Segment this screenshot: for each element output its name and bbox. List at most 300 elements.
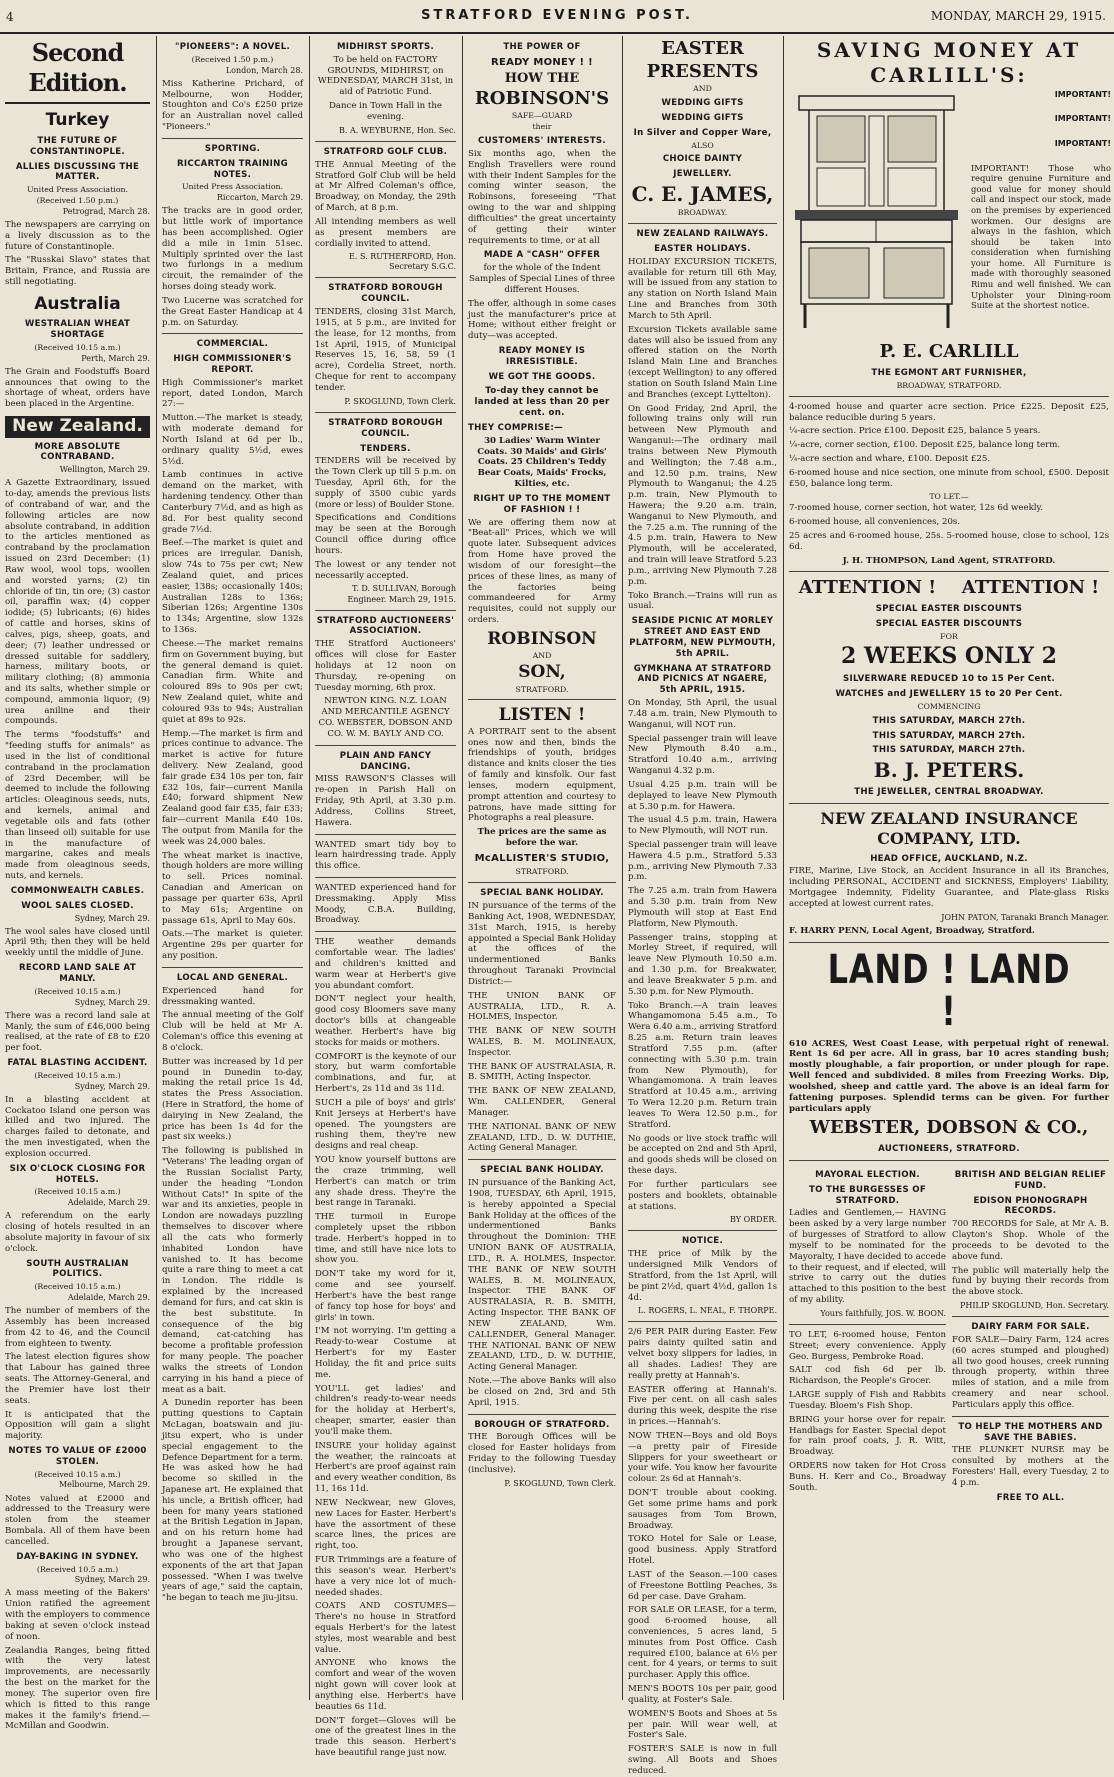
notice-text: 700 RECORDS for Sale, at Mr A. B. Clayton's Shop. Whole of the proceeds to be devoted to the above fund. <box>952 1219 1109 1262</box>
notice-text: To be held on FACTORY GROUNDS, MIDHIRST, on WEDNESDAY, MARCH 31st, in aid of Patriotic Fund. <box>317 54 454 98</box>
divider <box>789 571 1109 572</box>
classified-ad: NEW Neckwear, new Gloves, new Laces for Easter. Herbert's have the assortment of these scarce lines, the prices are right, too. <box>315 1497 456 1552</box>
divider <box>162 333 303 334</box>
signature: F. HARRY PENN, Local Agent, Broadway, Stratford. <box>789 925 1035 936</box>
notice-heading: STRATFORD GOLF CLUB. <box>323 146 448 157</box>
notice-heading: NOTICE. <box>681 1236 724 1247</box>
ad-brand: SON, <box>518 662 566 683</box>
ad-text: 30 Ladies' Warm Winter Coats. 30 Maids' and Girls' Coats. 25 Children's Teddy Bear Coats, Maids' Frocks, Kilties, etc. <box>477 435 607 490</box>
notice-text: Note.—The above Banks will also be closed on 2nd, 3rd and 5th April, 1915. <box>468 1376 616 1408</box>
divider <box>162 967 303 968</box>
classified-ad: THE turmoil in Europe completely upset the ribbon trade. Herbert's hopped in to time, and still have nice lots to show you. <box>315 1212 456 1266</box>
divider <box>789 942 1109 943</box>
notice-text: THE NATIONAL BANK OF NEW ZEALAND, LTD., D. W. DUTHIE, Acting General Manager. <box>468 1121 616 1154</box>
classified-ad: COATS AND COSTUMES—There's no house in Stratford equals Herbert's for the latest styles, most wearable and best value. <box>315 1601 456 1655</box>
received-time: (Received 10.5 a.m.) <box>36 1564 119 1574</box>
notice-subheading: TENDERS. <box>360 443 411 454</box>
ad-subheading: THE EGMONT ART FURNISHER, <box>871 368 1027 379</box>
classified-ad: FOR SALE OR LEASE, for a term, good 6-roomed house, all conveniences, 5 acres land, 5 minutes from Post Office. Cash required £100, balance at 6½ per cent. for 4 years, or terms to suit purchaser. Apply this office. <box>628 1605 777 1681</box>
article-text: There was a record land sale at Manly, the sum of £46,000 being realised, at the rate of £8 to £20 per foot. <box>5 1010 150 1054</box>
article-text: Oats.—The market is quieter. Argentine 29s per quarter for any position. <box>162 929 303 962</box>
ad-callout: IMPORTANT! <box>1054 114 1111 124</box>
headline: WESTRALIAN WHEAT SHORTAGE <box>24 319 131 341</box>
notice-text: Ladies and Gentlemen,— HAVING been asked by a very large number of burgesses of Stratford to allow myself to be nominated for the Mayoralty, I have decided to accede to their request, and if elected, will strive to carry out the duties attached to this position to the best of my ability. <box>789 1208 946 1306</box>
notice-text: THE price of Milk by the undersigned Milk Vendors of Stratford, from the 1st April, will be pint 2½d, quart 4½d, gallon 1s 4d. <box>628 1249 777 1303</box>
received-time: (Received 10.15 a.m.) <box>34 1282 121 1292</box>
section-heading: COMMONWEALTH CABLES. <box>10 885 145 896</box>
ad-heading: HOW THE <box>504 71 580 87</box>
divider <box>468 699 616 700</box>
signature: L. ROGERS, L. NEAL, F. THORPE. <box>638 1306 777 1316</box>
received-time: (Received 10.15 a.m.) <box>34 1469 121 1479</box>
notice-subheading: EDISON PHONOGRAPH RECORDS. <box>973 1195 1088 1217</box>
notice-heading: FREE TO ALL. <box>996 1492 1065 1503</box>
ad-heading: CARLILL'S: <box>870 63 1028 88</box>
ad-heading: MADE A "CASH" OFFER <box>483 250 601 261</box>
notice-text: NEWTON KING. N.Z. LOAN AND MERCANTILE AGENCY CO. WEBSTER, DOBSON AND CO. W. M. BAYLY AND CO. <box>318 696 453 739</box>
signature: P. SKOGLUND, Town Clerk. <box>344 396 456 406</box>
ad-heading: SAVING MONEY AT <box>816 38 1082 62</box>
notice-heading: DAIRY FARM FOR SALE. <box>971 1322 1090 1333</box>
article-text: The wheat market is inactive, though holders are more willing to sell. Prices nominal. Canadian and American on passage per quarter 63s, April to May 61s; Argentine on passage 61s, April to May 60s. <box>162 850 303 926</box>
divider <box>315 877 456 878</box>
classified-ad: EASTER offering at Hannah's. Five per cent. on all cash sales during this week, despite the rise in prices.—Hannah's. <box>628 1384 777 1428</box>
ad-text: 610 ACRES, West Coast Lease, with perpetual right of renewal. Rent 1s 6d per acre. All in grass, bar 10 acres standing bush; mostly ploughable, a fair proportion, or under plough for rape. Well fenced and subdivided. 8 miles from Freezing Works. Dip, woolshed, sheep and cattle yard. The above is an ideal farm for fattening purposes. Splendid terms can be given. For further particulars apply <box>789 1038 1109 1114</box>
received-time: (Received 1.50 p.m.) <box>36 196 119 205</box>
dateline: Sydney, March 29. <box>74 997 150 1007</box>
notice-text: THE BANK OF NEW ZEALAND, Wm. CALLENDER, General Manager. <box>468 1086 616 1118</box>
column-advertisements <box>784 38 1114 1698</box>
notice-text: THE PLUNKET NURSE may be consulted by mothers at the Foresters' Hall, every Tuesday, 2 to 4 p.m. <box>952 1445 1109 1488</box>
divider <box>315 610 456 611</box>
ad-brand: ROBINSON <box>487 628 597 649</box>
attention-row <box>789 577 1109 600</box>
country-heading-turkey: Turkey <box>45 110 110 131</box>
article-text: Experienced hand for dressmaking wanted. <box>162 985 303 1007</box>
classified-ad: FUR Trimmings are a feature of this season's wear. Herbert's have a very nice lot of much-needed shades. <box>315 1555 456 1598</box>
ad-subheading: ALSO <box>691 140 714 150</box>
listing: 6-roomed house, all conveniences, 20s. <box>789 517 961 528</box>
notice-text: All intending members as well as present members are cordially invited to attend. <box>315 216 456 249</box>
notice-heading: MAYORAL ELECTION. <box>815 1169 920 1180</box>
column-notices <box>310 38 461 1759</box>
article-text: In a blasting accident at Cockatoo Island one person was killed and two injured. The charges failed to detonate, and the men investigated, when the explosion occurred. <box>5 1094 150 1159</box>
received-time: (Received 10.15 a.m.) <box>34 1070 121 1080</box>
divider <box>315 745 456 746</box>
notice-heading: NEW ZEALAND RAILWAYS. <box>636 229 769 240</box>
received-time: (Received 10.15 a.m.) <box>34 342 121 352</box>
ad-text: for the whole of the Indent Samples of Special Lines of three different Houses. <box>469 263 615 295</box>
article-text: High Commissioner's market report, dated London, March 27:— <box>162 377 303 410</box>
ad-heading: WE GOT THE GOODS. <box>488 371 596 382</box>
ad-heading: CHOICE DAINTY <box>662 154 743 165</box>
article-text: A mass meeting of the Bakers' Union ratified the agreement with the employers to commence baking at seven o'clock instead of noon. <box>5 1588 150 1642</box>
divider <box>315 931 456 932</box>
ad-subheading: FOR <box>940 631 958 641</box>
ad-brand: C. E. JAMES, <box>631 182 774 207</box>
classified-ad: WOMEN'S Boots and Shoes at 5s per pair. Will wear well, at Foster's Sale. <box>628 1708 777 1741</box>
article-text: It is anticipated that the Opposition will gain a slight majority. <box>5 1409 150 1442</box>
ad-text: The offer, although in some cases just the manufacturer's price at Home; without either freight or duty—was accepted. <box>468 298 616 342</box>
headline: SOUTH AUSTRALIAN POLITICS. <box>26 1258 129 1280</box>
notice-text: TENDERS will be received by the Town Clerk up till 5 p.m. on Tuesday, April 6th, for the supply of 3500 cubic yards (more or less) of Boulder Stone. <box>315 456 456 510</box>
mayoral-notice <box>789 1166 946 1506</box>
divider <box>628 1230 777 1231</box>
relief-notices <box>952 1166 1109 1506</box>
ad-brand: NEW ZEALAND INSURANCE COMPANY, LTD. <box>820 809 1078 849</box>
headline: DAY-BAKING IN SYDNEY. <box>16 1551 139 1562</box>
sideboard-illustration <box>789 90 964 335</box>
received-time: (Received 1.50 p.m.) <box>191 54 274 64</box>
article-text: A Gazette Extraordinary, issued to-day, amends the previous lists of contraband of war, and the following articles are now absolute contraband, in addition to the articles mentioned as contraband by the proclamation issued on 23rd December: (1) Raw wool, wool tops, woollen and worsted yarns; (2) tin chloride of tin, tin ore; (3) castor oil, paraffin wax; (4) copper iodide; (5) lubricants; (6) hides of cattle and horses, skins of calves, pigs, sheep, goats, and deer; (7) leather undressed or dressed suitable for saddlery, harness, military boots, or military clothing; (8) ammonia and its salts, whether simple or compound, ammonia liquor; (9) urea aniline and their compounds. <box>5 478 150 727</box>
article-text: Zealandia Ranges, being fitted with the very latest improvements, are necessarily the best on the market for the money. The superior oven fire which is fitted to this range makes it the family's friend.—McMillan and Goodwin. <box>5 1645 150 1732</box>
ad-heading: WEDDING GIFTS <box>661 98 744 109</box>
column-easter <box>623 38 782 1776</box>
ad-heading: ATTENTION ! <box>798 577 937 599</box>
article-text: The following is published in "Veterans' The leading organ of the Russian Socialist Party, under the heading "London Without Cats!" In spite of the war and its anxieties, people in London are nowadays puzzling themselves to discover where all the cats who formerly inhabited London have vanished to. It has become quite a rare thing to meet a cat in London. The riddle is explained by the increased demand for furs, and cat skin is the best substitute. In consequence of the big demand, cat-catching has become a profitable profession for many people. The poacher walks the streets of London carrying in his hand a piece of meat as a bait. <box>162 1146 303 1395</box>
dateline: Sydney, March 29. <box>74 1575 150 1585</box>
classified-ad: WANTED smart tidy boy to learn hairdressing trade. Apply this office. <box>315 839 456 872</box>
masthead <box>0 0 1114 34</box>
ad-text: The prices are the same as before the war. <box>477 827 607 848</box>
dateline: Adelaide, March 29. <box>67 1198 150 1208</box>
classified-ad: SUCH a pile of boys' and girls' Knit Jerseys at Herbert's have opened. The youngsters are rushing them, they're new designs and real cheap. <box>315 1097 456 1152</box>
notice-text: MISS RAWSON'S Classes will re-open in Parish Hall on Friday, 9th April, at 3.30 p.m. Address, Collins Street, Hawera. <box>315 774 456 828</box>
ad-heading: WEDDING GIFTS <box>661 112 744 123</box>
notice-text: Dance in Town Hall in the evening. <box>329 101 442 122</box>
classified-ad: MEN'S BOOTS 10s per pair, good quality, at Foster's Sale. <box>628 1684 777 1705</box>
divider <box>315 834 456 835</box>
notice-text: FOR SALE—Dairy Farm, 124 acres (60 acres stumped and ploughed) all two good houses, creek running through property, within three miles of station, and a mile from creamery and near school. Particulars apply this office. <box>952 1334 1109 1410</box>
ad-subheading: AUCTIONEERS, STRATFORD. <box>878 1144 1020 1155</box>
classified-ad: SALT cod fish 6d per lb. Richardson, the People's Grocer. <box>789 1365 946 1387</box>
section-heading: COMMERCIAL. <box>196 339 269 350</box>
article-text: The newspapers are carrying on a lively discussion as to the future of Constantinople. <box>5 219 150 252</box>
classified-ad: INSURE your holiday against the weather, the raincoats at Herbert's are proof against rain and every weather condition, 8s 11, 16s 11d. <box>315 1440 456 1495</box>
article-text: The annual meeting of the Golf Club will be held at Mr A. Coleman's office this evening at 8 o'clock. <box>162 1010 303 1053</box>
article-text: Lamb continues in active demand on the market, with hardening tendency. Other than Canterbury 7½d, and as high as 8d. For best quality second grade 7½d. <box>162 470 303 535</box>
notice-text: The lowest or any tender not necessarily accepted. <box>315 559 456 581</box>
notice-text: Toko Branch.—Trains will run as usual. <box>628 590 777 612</box>
classified-ad: 2/6 PER PAIR during Easter. Few pairs dainty quilted satin and velvet boxy slippers for ladies, in all shades. Ladies! They are really pretty at Hannah's. <box>628 1327 777 1381</box>
notice-text: The usual 4.5 p.m. train, Hawera to New Plymouth, will NOT run. <box>628 815 777 837</box>
notice-text: HOLIDAY EXCURSION TICKETS, available for return till 6th May, will be issued from any station to any station on North Island Main Line and Branches from 30th March to 5th April. <box>628 256 777 321</box>
classified-ad: ANYONE who knows the comfort and wear of the woven night gown will cover look at anything else. Herbert's have beauties 6s 11d. <box>315 1658 456 1712</box>
ad-subheading: THIS SATURDAY, MARCH 27th. <box>872 715 1026 726</box>
section-heading: LOCAL AND GENERAL. <box>176 972 289 983</box>
notice-heading: SEASIDE PICNIC AT MORLEY STREET AND EAST END PLATFORM, NEW PLYMOUTH, 5th APRIL. <box>629 616 776 659</box>
ad-subheading: AND <box>693 84 712 94</box>
ad-subheading: SILVERWARE REDUCED 10 to 15 Per Cent. <box>843 674 1055 685</box>
divider <box>789 1160 1109 1161</box>
ad-text: FIRE, Marine, Live Stock, an Accident Insurance in all its Branches, including PERSONAL, ACCIDENT and SICKNESS, Employers' Liability, Mortgagee Indemnity, Fidelity Guarantee, and Plate-glass Risks accepted at lowest current rates. <box>789 866 1109 909</box>
notice-heading: BRITISH AND BELGIAN RELIEF FUND. <box>954 1169 1107 1191</box>
ad-heading: RIGHT UP TO THE MOMENT OF FASHION ! ! <box>473 493 611 515</box>
edition-banner: Second Edition. <box>5 38 150 104</box>
divider <box>789 396 1109 397</box>
notice-heading: STRATFORD AUCTIONEERS' ASSOCIATION. <box>316 615 455 637</box>
dateline: Perth, March 29. <box>81 353 150 363</box>
column-news <box>157 38 308 1698</box>
classified-ad: TOKO Hotel for Sale or Lease, good business. Apply Stratford Hotel. <box>628 1534 777 1567</box>
ad-heading: CUSTOMERS' INTERESTS. <box>478 136 606 147</box>
ad-brand: ROBINSON'S <box>474 87 610 109</box>
notice-subheading: TO THE BURGESSES OF STRATFORD. <box>808 1184 927 1206</box>
notice-text: IN pursuance of the Banking Act, 1908, TUESDAY, 6th April, 1915, is hereby appointed a Special Bank Holiday at the offices of the undermentioned Banks throughout the Dominion: THE UNION BANK OF AUSTRALIA, LTD., R. A. HOLMES, Inspector. THE BANK OF NEW SOUTH WALES, B. M. MOLINEAUX, Inspector. THE BANK OF AUSTRALASIA, R. B. SMITH, Acting Inspector. THE BANK OF NEW ZEALAND, Wm. CALLENDER, General Manager. THE NATIONAL BANK OF NEW ZEALAND, LTD., D. W. DUTHIE, Acting General Manager. <box>468 1178 616 1373</box>
divider <box>789 1324 946 1325</box>
listing: 6-roomed house and nice section, one minute from school, £500. Deposit £50, balance long term. <box>789 467 1109 489</box>
notice-text: For further particulars see posters and booklets, obtainable at stations. <box>628 1179 777 1212</box>
classified-ad: LAST of the Season.—100 cases of Freestone Bottling Peaches, 3s 6d per case. Dave Graham. <box>628 1569 777 1602</box>
ad-text: A PORTRAIT sent to the absent ones now and then, binds the friendships of youth, bridges distance and knits closer the ties of family and kinsfolk. Our fast lenses, modern equipment, prompt attention and courtesy to patrons, have made sitting for Photographs a real pleasure. <box>468 726 616 824</box>
received-time: (Received 10.15 a.m.) <box>34 1187 121 1197</box>
signature: J. H. THOMPSON, Land Agent, STRATFORD. <box>842 555 1056 566</box>
notice-heading: STRATFORD BOROUGH COUNCIL. <box>328 283 443 305</box>
notice-text: THE Borough Offices will be closed for Easter holidays from Friday to the following Tuesday (inclusive). <box>468 1432 616 1475</box>
notice-subheading: EASTER HOLIDAYS. <box>654 243 751 254</box>
headline: RECORD LAND SALE AT MANLY. <box>18 963 136 984</box>
divider <box>468 1414 616 1415</box>
classified-ad: LARGE supply of Fish and Rabbits Tuesday. Bloem's Fish Shop. <box>789 1390 946 1411</box>
signature: B. A. WEYBURNE, Hon. Sec. <box>338 125 456 135</box>
divider <box>468 882 616 883</box>
ad-subheading: SPECIAL EASTER DISCOUNTS <box>875 618 1023 629</box>
classified-ad: ORDERS now taken for Hot Cross Buns. H. Kerr and Co., Broadway South. <box>789 1461 946 1493</box>
notice-text: On Good Friday, 2nd April, the following trains only will run between New Plymouth and Wanganui:—The ordinary mail trains between New Plymouth and Wellington; the 7.48 a.m., and 12.50 p.m. trains, New Plymouth to Wanganui; the 4.25 p.m. train, New Plymouth to Hawera; the 9.20 a.m. train, Wanganui to New Plymouth, and the 7.25 a.m. The running of the 4.5 p.m. train, Hawera to New Plymouth, will be accelerated, and train will leave Stratford 5.23 p.m., arriving New Plymouth 7.28 p.m. <box>628 403 777 587</box>
classified-ad: WANTED experienced hand for Dressmaking. Apply Miss Moody, C.B.A. Building, Broadway. <box>315 882 456 926</box>
notice-heading: TO HELP THE MOTHERS AND SAVE THE BABIES. <box>958 1421 1103 1443</box>
ad-heading: PRESENTS <box>646 60 759 82</box>
notice-text: THE UNION BANK OF AUSTRALIA, LTD., R. A. HOLMES, Inspector. <box>468 990 616 1023</box>
issue-date: MONDAY, MARCH 29, 1915. <box>930 9 1106 23</box>
ad-subheading: THIS SATURDAY, MARCH 27th. <box>872 745 1026 756</box>
ad-subheading: STRATFORD. <box>515 867 569 877</box>
classified-ad: DON'T trouble about cooking. Get some prime hams and pork sausages from Tom Brown, Broadway. <box>628 1488 777 1531</box>
listing: 4-roomed house and quarter acre section. Price £225. Deposit £25, balance reducible during 5 years. <box>789 401 1109 423</box>
headline: MORE ABSOLUTE CONTRABAND. <box>34 441 121 463</box>
dateline: Sydney, March 29. <box>74 913 150 923</box>
article-text: The tracks are in good order, but little work of importance has been accomplished. Ogier did a mile in 1min 51sec. Multiply sprinted over the last two furlongs in a medium circuit, the remainder of the horses doing steady work. <box>162 206 303 293</box>
column-cables <box>0 38 155 1732</box>
signature: PHILIP SKOGLUND, Hon. Secretary. <box>959 1301 1109 1311</box>
classified-ad: COMFORT is the keynote of our story, but warm comfortable combinations, and fur, at Herbert's, 2s 11d and 3s 11d. <box>315 1051 456 1095</box>
ad-heading: 2 WEEKS ONLY 2 <box>841 642 1057 669</box>
notice-heading: BOROUGH OF STRATFORD. <box>474 1419 610 1430</box>
signature: BY ORDER. <box>730 1215 777 1225</box>
headline: THE FUTURE OF CONSTANTINOPLE. <box>30 135 125 157</box>
article-text: A referendum on the early closing of hotels resulted in an absolute majority in favour of six o'clock. <box>5 1211 150 1254</box>
classified-ad: YOU know yourself buttons are the craze trimming, well Herbert's can match or trim any shade dress. They're the best range in Taranaki. <box>315 1155 456 1209</box>
classified-ad: DON'T take my word for it, come and see yourself. Herbert's have the best range of fancy top hose for boys' and girls' in town. <box>315 1269 456 1323</box>
classified-ad: BRING your horse over for repair. Handbags for Easter. Special depot for rain proof coats, J. R. Witt, Broadway. <box>789 1414 946 1458</box>
section-heading: SPORTING. <box>204 143 261 154</box>
ad-heading: ATTENTION ! <box>961 577 1100 599</box>
article-text: Miss Katherine Prichard, of Melbourne, won Hodder, Stoughton and Co's £250 prize for an Australian novel called "Pioneers." <box>162 78 303 133</box>
article-text: The "Russkai Slavo" states that Britain, France, and Russia are still negotiating. <box>5 255 150 288</box>
ad-subheading: STRATFORD. <box>515 684 569 694</box>
notice-text: Special passenger train will leave Hawera 4.5 p.m., Stratford 5.33 p.m., arriving New Plymouth 7.33 p.m. <box>628 840 777 883</box>
signature: P. SKOGLUND, Town Clerk. <box>504 1478 616 1488</box>
divider <box>315 277 456 278</box>
column-robinsons <box>463 38 621 1698</box>
divider <box>952 1416 1109 1417</box>
notice-text: IN pursuance of the terms of the Banking Act, 1908, WEDNESDAY, 31st March, 1915, is hereby appointed a Special Bank Holiday at the offices of the undermentioned Banks throughout Taranaki Provincial District:— <box>468 901 616 987</box>
furniture-ad-text <box>971 90 1111 313</box>
classified-ad: DON'T neglect your health, good cosy Bloomers save many doctor's bills at changeable weather. Herbert's have big stocks for maids or mothers. <box>315 994 456 1048</box>
ad-subheading: their <box>532 122 552 132</box>
ad-brand: P. E. CARLILL <box>879 341 1019 363</box>
article-text: The terms "foodstuffs" and "feeding stuffs for animals" as used in the list of conditional contraband in the proclamation of 23rd December, will be deemed to include the following articles: Oleaginous seeds, nuts, and kernels, animal and vegetable oils and fats (other than linseed oil) suitable for use in the manufacture of margarine, cakes and meals made from oleaginous seeds, nuts, and kernels. <box>5 730 150 882</box>
article-text: The Grain and Foodstuffs Board announces that owing to the shortage of wheat, orders have been placed in the Argentine. <box>5 366 150 410</box>
received-time: (Received 10.15 a.m.) <box>34 986 121 996</box>
page-number: 4 <box>6 10 14 24</box>
ad-text: IMPORTANT! Those who require genuine Furniture and good value for money should call and inspect our stock, made on the premises by experienced workmen. Our designs are always in the fashion, which should be taken into consideration when furnishing your home. All Furniture is made with thoroughly seasoned Rimu and well finished. We can Upholster your Dining-room Suite at the shortest notice. <box>971 162 1111 311</box>
signature: Yours faithfully, JOS. W. BOON. <box>820 1308 946 1318</box>
ad-brand: McALLISTER'S STUDIO, <box>474 852 610 864</box>
ad-subheading: BROADWAY. <box>677 208 728 218</box>
divider <box>628 223 777 224</box>
dateline: Riccarton, March 29. <box>216 193 303 203</box>
ad-brand: WEBSTER, DOBSON & CO., <box>809 1117 1089 1139</box>
divider <box>952 1316 1109 1317</box>
listing: ¼-acre section and whare, £100. Deposit £25. <box>789 454 991 464</box>
notice-text: No goods or live stock traffic will be accepted on 2nd and 5th April, and goods sheds will be closed on these days. <box>628 1133 777 1177</box>
article-text: Beef.—The market is quiet and prices are irregular. Danish, slow 74s to 75s per cwt; New Zealand quiet, and prices easier, 138s; occasionally 140s; Australian 128s to 136s; Siberian 126s; Argentine 130s to 134s; Argentine, slow 132s to 136s. <box>162 538 303 636</box>
classified-ad: TO LET, 6-roomed house, Fenton Street; every convenience. Apply Geo. Burgess, Pembroke Road. <box>789 1329 946 1362</box>
article-text: Notes valued at £2000 and addressed to the Treasury were stolen from the steamer Bombala. All of them have been cancelled. <box>5 1493 150 1547</box>
ad-heading: In Silver and Copper Ware, <box>633 127 772 138</box>
ad-subheading: THE JEWELLER, CENTRAL BROADWAY. <box>854 787 1044 798</box>
classified-ad: YOU'LL get ladies' and children's ready-to-wear needs for the holiday at Herbert's, cheaper, smarter, easier than you'll make them. <box>315 1383 456 1437</box>
headline: RICCARTON TRAINING NOTES. <box>176 158 289 180</box>
article-text: The number of members of the Assembly has been increased from 42 to 46, and the Council from eighteen to twenty. <box>5 1306 150 1349</box>
classified-ad: THE weather demands comfortable wear. The ladies' and children's knitted and warm wear at Herbert's give you abundant comfort. <box>315 937 456 991</box>
notice-text: THE BANK OF AUSTRALASIA, R. B. SMITH, Acting Inspector. <box>468 1061 616 1083</box>
wire-credit: United Press Association. <box>181 182 284 192</box>
listing: ¼-acre, corner section, £100. Deposit £25, balance long term. <box>789 440 1061 451</box>
notice-text: TENDERS, closing 31st March, 1915, at 5 p.m., are invited for the lease, for 12 months, from 1st April, 1915, of Municipal Reserves 15, 16, 58, 59 (1 acre), Cordelia Street, north. Cheque for rent to accompany tender. <box>315 307 456 393</box>
signature: JOHN PATON, Taranaki Branch Manager. <box>941 912 1109 922</box>
wire-credit: United Press Association. <box>26 185 129 195</box>
notice-heading: SPECIAL BANK HOLIDAY. <box>480 1165 604 1176</box>
divider <box>162 138 303 139</box>
ad-callout: IMPORTANT! <box>1054 90 1111 100</box>
listing: ¼-acre section. Price £100. Deposit £25, balance 5 years. <box>789 426 1041 437</box>
article-text: Butter was increased by 1d per pound in Dunedin to-day, making the retail price 1s 4d, states the Press Association. (Here in Stratford, the home of dairying in New Zealand, the price has been 1s 4d for the past six weeks.) <box>162 1056 303 1143</box>
ad-heading: EASTER <box>661 38 744 59</box>
notice-heading: PLAIN AND FANCY DANCING. <box>339 750 432 772</box>
divider <box>628 1321 777 1322</box>
article-text: Two Lucerne was scratched for the Great Easter Handicap at 4 p.m. on Saturday. <box>162 295 303 328</box>
ad-brand: LISTEN ! <box>498 705 586 726</box>
classified-ad: NOW THEN—Boys and old Boys—a pretty pair of Fireside Slippers for your sweetheart or your wife. You know her favourite colour. 2s 6d at Hannah's. <box>628 1430 777 1485</box>
ad-callout: IMPORTANT! <box>1054 138 1111 148</box>
ad-subheading: TO LET.— <box>929 492 969 502</box>
headline: "PIONEERS": A NOVEL. <box>174 42 291 52</box>
classified-ad: DON'T forget—Gloves will be one of the greatest lines in the trade this season. Herbert's have beautiful range just now. <box>315 1715 456 1759</box>
divider <box>789 803 1109 804</box>
ad-subheading: SAFE—GUARD <box>511 111 573 121</box>
article-text: Mutton.—The market is steady, with moderate demand for North Island at 6d per lb., ordinary quality 5½d, ewes 5½d. <box>162 413 303 467</box>
ad-heading: READY MONEY ! ! <box>490 56 594 68</box>
signature: T. D. SULLIVAN, Borough Engineer. March 29, 1915. <box>347 584 456 604</box>
classified-ad: FOSTER'S SALE is now in full swing. All Boots and Shoes reduced. <box>628 1744 777 1776</box>
notice-text: The 7.25 a.m. train from Hawera and 5.30 p.m. train from New Plymouth will stop at East End Platform, New Plymouth. <box>628 886 777 929</box>
ad-subheading: COMMENCING <box>917 701 981 711</box>
article-text: Hemp.—The market is firm and prices continue to advance. The market is active for future delivery. New Zealand, good fair grade £34 10s per ton, fair £32 10s, fair—current Manila £40; forward shipment New Zealand good fair £35, fair £33; fair—current Manila £40 10s. The output from Manila for the week was 24,000 bales. <box>162 728 303 847</box>
dateline: Wellington, March 29. <box>59 465 150 475</box>
notice-text: THE Stratford Auctioneers' offices will close for Easter holidays at 12 noon on Thursday, re-opening on Tuesday morning, 6th prox. <box>315 639 456 693</box>
ad-subheading: BROADWAY, STRATFORD. <box>896 380 1002 390</box>
listing: 25 acres and 6-roomed house, 25s. 5-roomed house, close to school, 12s 6d. <box>789 530 1109 552</box>
notice-text: On Monday, 5th April, the usual 7.48 a.m. train, New Plymouth to Wanganui, will NOT run. <box>628 698 777 730</box>
notice-text: Toko Branch.—A train leaves Whangamomona 5.45 a.m., To Wera 6.40 a.m., arriving Stratford 8.25 a.m. Return train leaves Stratford 7.55 p.m. (after connecting with 5.30 p.m. train from New Plymouth), for Whangamomona. A train leaves Stratford at 10.45 a.m., arriving To Wera 12.20 p.m. Return train leaves To Wera 12.50 p.m., for Stratford. <box>628 1000 777 1130</box>
notice-text: Specifications and Conditions may be seen at the Borough Council office during office hours. <box>315 513 456 556</box>
headline: SIX O'CLOCK CLOSING FOR HOTELS. <box>9 1163 146 1185</box>
headline: NOTES TO VALUE OF £2000 STOLEN. <box>8 1446 147 1467</box>
ad-subheading: THIS SATURDAY, MARCH 27th. <box>872 730 1026 741</box>
signature: E. S. RUTHERFORD, Hon. Secretary S.G.C. <box>349 252 456 272</box>
ad-heading: To-day they cannot be landed at less than 20 per cent. on. <box>474 386 610 419</box>
ad-heading: READY MONEY IS IRRESISTIBLE. <box>498 346 586 367</box>
ad-subheading: WATCHES and JEWELLERY 15 to 20 Per Cent. <box>835 689 1063 700</box>
notice-heading: SPECIAL BANK HOLIDAY. <box>480 888 604 899</box>
notice-text: Passenger trains, stopping at Morley Street, if required, will leave New Plymouth 10.50 a.m. and 1.30 p.m. for Breakwater, and leave Breakwater 5 p.m. and 5.30 p.m. for New Plymouth. <box>628 932 777 997</box>
headline: WOOL SALES CLOSED. <box>21 900 134 911</box>
bottom-notices <box>789 1166 1109 1506</box>
notice-heading: MIDHIRST SPORTS. <box>336 42 435 52</box>
ad-heading: JEWELLERY. <box>673 169 732 180</box>
article-text: Cheese.—The market remains firm on Government buying, but the general demand is quiet. Canadian firm. White and coloured 89s to 90s per cwt; New Zealand quiet, white and coloured 93s to 94s; Australian quiet at 89s to 92s. <box>162 638 303 725</box>
dateline: Melbourne, March 29. <box>58 1480 150 1490</box>
country-heading-australia: Australia <box>34 293 121 314</box>
ad-heading: THE POWER OF <box>503 42 581 52</box>
article-text: The wool sales have closed until April 9th; then they will be held weekly until the middle of June. <box>5 926 150 959</box>
ad-text: Six months ago, when the English Travellers were round with their Indent Samples for the coming winter season, the Robinsons, foreseeing "That owing to the war and shipping difficulties" the great uncertainty of getting their winter requirements to time, or at all <box>468 148 616 246</box>
ad-brand: B. J. PETERS. <box>873 758 1025 783</box>
headline: HIGH COMMISSIONER'S REPORT. <box>173 354 292 375</box>
notice-text: Special passenger train will leave New Plymouth 8.40 a.m., Stratford 10.40 a.m., arriving Wanganui 4.32 p.m. <box>628 733 777 777</box>
dateline: Sydney, March 29. <box>74 1081 150 1091</box>
article-text: The latest election figures show that Labour has gained three seats. The Attorney-General, and the Premier have lost their seats. <box>5 1352 150 1406</box>
country-heading-new-zealand: New Zealand. <box>5 416 150 437</box>
listing: 7-roomed house, corner section, hot water, 12s 6d weekly. <box>789 503 1043 514</box>
notice-text: Usual 4.25 p.m. train will be deplayed to leave New Plymouth at 5.30 p.m. for Hawera. <box>628 779 777 812</box>
dateline: London, March 28. <box>225 65 303 75</box>
dateline: Petrograd, March 28. <box>62 206 150 216</box>
ad-subheading: SPECIAL EASTER DISCOUNTS <box>875 604 1023 615</box>
headline: FATAL BLASTING ACCIDENT. <box>7 1057 148 1068</box>
classified-ad: I'M not worrying. I'm getting a Ready-to-wear Costume at Herbert's for my Easter Holiday, the fit and price suits me. <box>315 1326 456 1380</box>
furniture-ad <box>789 90 1109 335</box>
article-text: A Dunedin reporter has been putting questions to Captain McLagan, boatswain and jiu-jitsu expert, who is under special engagement to the Defence Department for a term. He was asked how he had become so skilled in the Japanese art. He explained that his uncle, a British officer, had been for many years stationed at the British Legation in Japan, and on his return home had brought a Japanese servant, who was one of the highest exponents of the art that Japan possessed. "When I was twelve years of age," said the captain, "he began to teach me jiu-jitsu. <box>162 1398 303 1604</box>
notice-text: Excursion Tickets available same dates will also be issued from any offered station on the North Island Main Line and Branches (except Wellington) to any offered station on South Island Main Line and Branches (except Lyttelton). <box>628 324 777 400</box>
divider <box>315 412 456 413</box>
newspaper-title: STRATFORD EVENING POST. <box>421 8 693 23</box>
ad-heading-land: LAND ! LAND ! <box>827 946 1071 1035</box>
notice-text: The public will materially help the fund by buying their records from the above stock. <box>952 1265 1109 1298</box>
ad-subheading: HEAD OFFICE, AUCKLAND, N.Z. <box>870 853 1028 864</box>
ad-text: We are offering them now at "Beat-all" Prices, which we will quote later. Subsequent advices from Home have proved the wisdom of our foresight—the prices of these lines, as many of the factories being commandeered for Army requisites, could not supply our orders. <box>468 517 616 626</box>
notice-text: THE Annual Meeting of the Stratford Golf Club will be held at Mr Alfred Coleman's office, Broadway, on Monday, the 29th of March, at 8 p.m. <box>315 159 456 214</box>
divider <box>315 141 456 142</box>
ad-heading: THEY COMPRISE:— <box>468 422 564 433</box>
divider <box>468 1159 616 1160</box>
notice-heading: GYMKHANA AT STRATFORD AND PICNICS AT NGAERE, 5th APRIL, 1915. <box>633 663 772 696</box>
ad-subheading: AND <box>532 651 552 661</box>
notice-text: THE BANK OF NEW SOUTH WALES, B. M. MOLINEAUX, Inspector. <box>468 1026 616 1058</box>
headline: ALLIES DISCUSSING THE MATTER. <box>15 161 140 183</box>
